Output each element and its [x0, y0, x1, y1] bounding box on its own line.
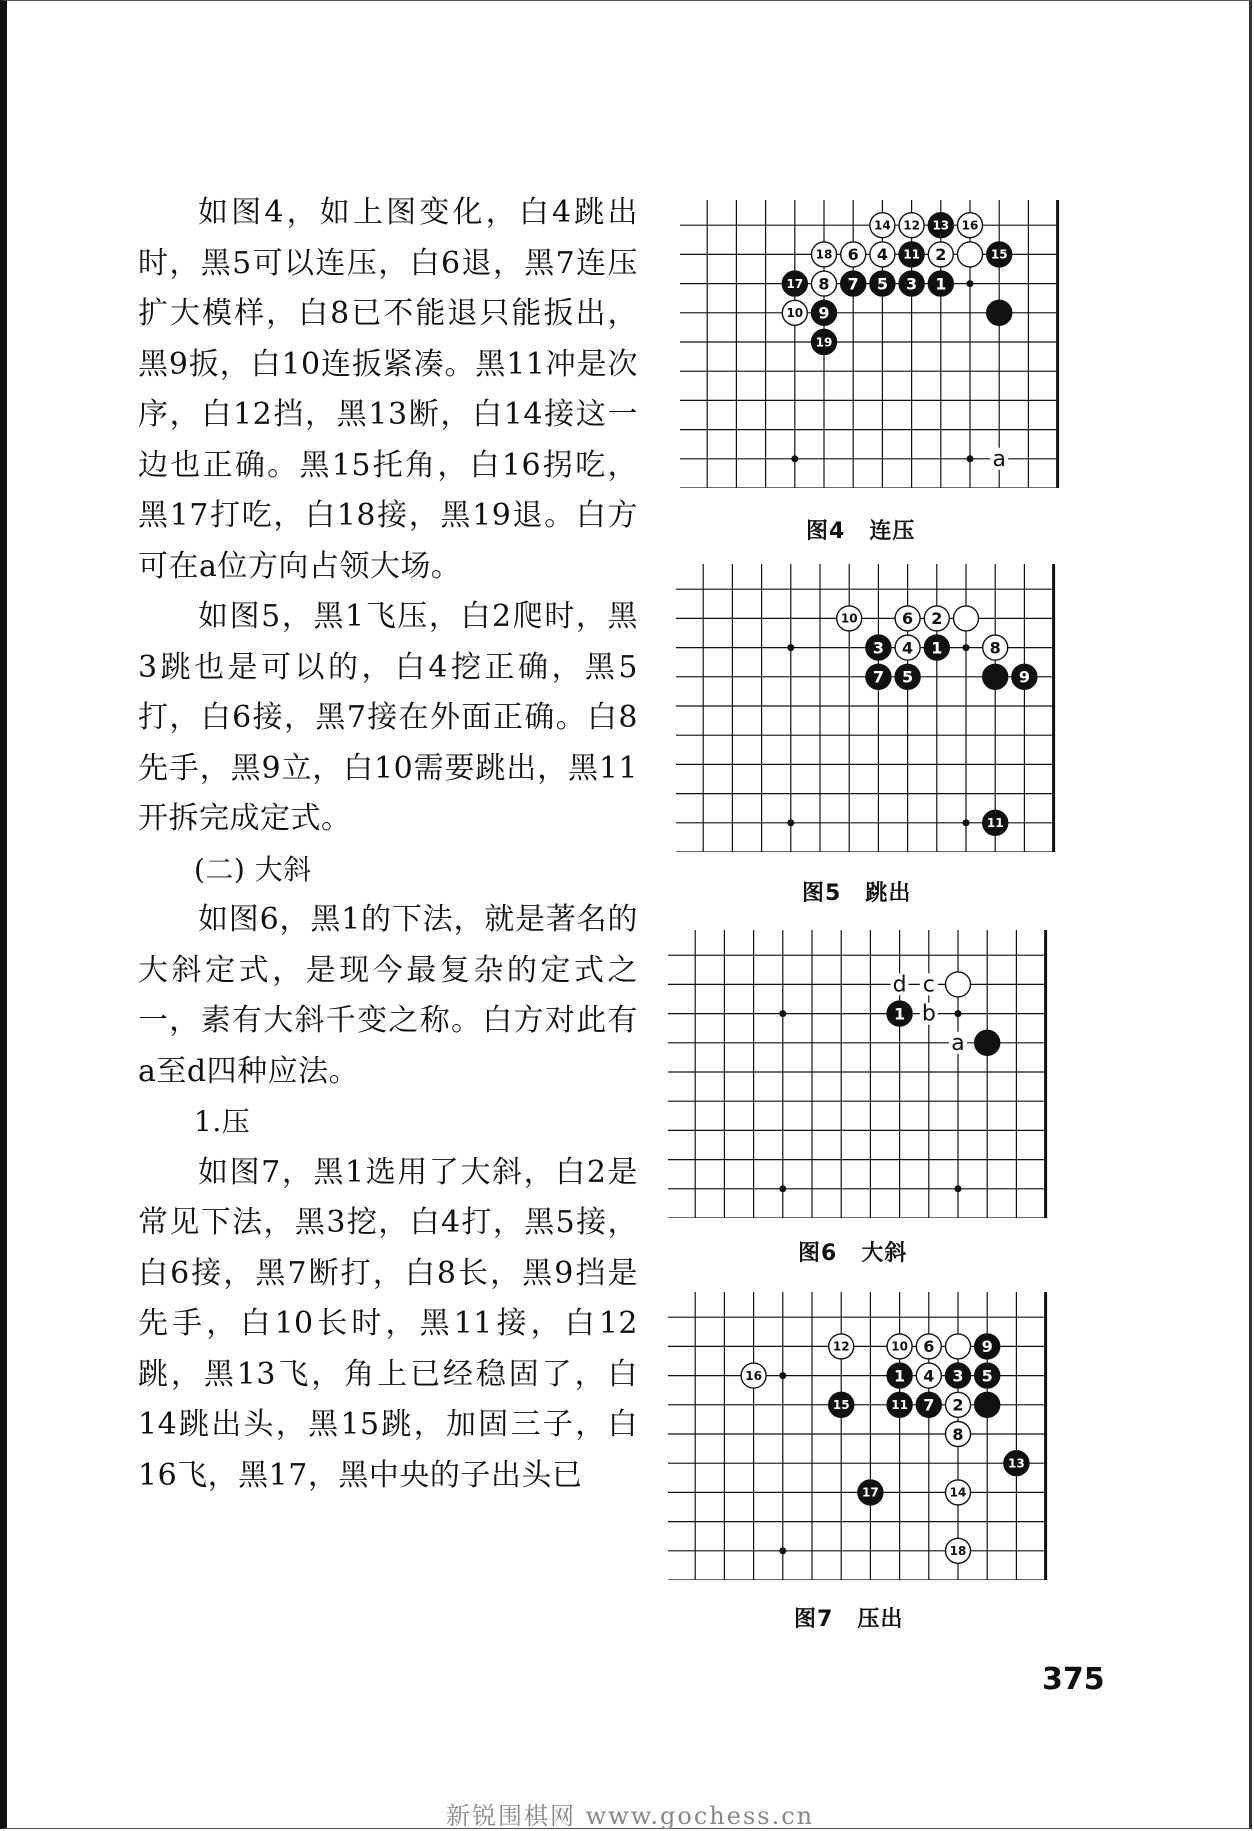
paragraph-diagram-7: 如图7，黑1选用了大斜，白2是常见下法，黑3挖，白4打，黑5接，白6接，黑7断打，白8长，黑9挡是先手，白10长时，黑11接，白12跳，黑13飞，角上已经稳固了，白14跳出头，黑15跳，加固三子，白16飞，黑17，黑中央的子出头已 [138, 1154, 638, 1493]
white-stone [954, 606, 979, 631]
move-number: 11 [891, 1398, 908, 1413]
paragraph-diagram-5: 如图5，黑1飞压，白2爬时，黑3跳也是可以的，白4挖正确，黑5打，白6接，黑7接在外面正确。白8先手，黑9立，白10需要跳出，黑11开拆完成定式。 [138, 599, 638, 836]
caption-title: 大斜 [861, 1241, 908, 1266]
caption-diagram-4 [806, 514, 915, 545]
move-number: 16 [745, 1368, 762, 1383]
board-svg [668, 1290, 1048, 1580]
move-number: 1 [894, 1366, 906, 1386]
white-stone [958, 242, 983, 267]
move-number: 14 [949, 1485, 967, 1500]
move-number: 17 [862, 1485, 879, 1500]
move-number: 3 [906, 274, 918, 294]
star-point [779, 1185, 786, 1192]
move-number: 10 [786, 306, 804, 321]
move-number: 18 [949, 1544, 967, 1559]
position-letter-d: d [892, 972, 907, 998]
caption-title: 连压 [869, 519, 916, 544]
move-number: 10 [840, 611, 858, 626]
move-number: 8 [818, 274, 830, 294]
board-svg [676, 562, 1056, 852]
move-number: 4 [876, 245, 888, 265]
move-number: 1 [894, 1004, 906, 1024]
star-point [955, 1185, 962, 1192]
move-number: 18 [815, 247, 833, 262]
move-number: 6 [923, 1337, 935, 1357]
star-point [779, 1010, 786, 1017]
go-diagram-6 [668, 928, 1048, 1218]
board-svg [668, 928, 1048, 1218]
white-stone [946, 1334, 971, 1359]
star-point [779, 1547, 786, 1554]
star-point [787, 819, 794, 826]
go-diagram-4 [680, 198, 1060, 488]
white-stone [946, 972, 971, 997]
move-number: 6 [902, 609, 914, 629]
move-number: 16 [961, 218, 979, 233]
move-number: 1 [931, 638, 943, 658]
star-point [963, 819, 970, 826]
body-text [138, 188, 638, 1501]
black-stone [987, 300, 1012, 325]
move-number: 5 [902, 667, 914, 687]
board-svg [680, 198, 1060, 488]
caption-title: 跳出 [865, 881, 912, 906]
position-letter-a: a [951, 1030, 965, 1056]
move-number: 1 [935, 274, 947, 294]
move-number: 2 [952, 1395, 964, 1415]
star-point [963, 644, 970, 651]
move-number: 13 [932, 218, 950, 233]
move-number: 9 [981, 1337, 993, 1357]
move-number: 17 [786, 276, 804, 291]
move-number: 14 [874, 218, 891, 233]
position-letter-b: b [921, 1001, 936, 1027]
caption-diagram-5 [802, 876, 911, 907]
position-letter-a: a [992, 446, 1006, 472]
star-point [967, 280, 974, 287]
move-number: 4 [902, 638, 914, 658]
black-stone [975, 1392, 1000, 1417]
move-number: 5 [981, 1366, 993, 1386]
star-point [791, 455, 798, 462]
caption-number: 图6 [798, 1241, 838, 1266]
black-stone [975, 1030, 1000, 1055]
site-watermark: 新锐围棋网 www.gochess.cn [446, 1802, 815, 1830]
move-number: 5 [876, 274, 888, 294]
move-number: 12 [903, 218, 920, 233]
move-number: 11 [986, 816, 1004, 831]
move-number: 12 [832, 1339, 850, 1354]
paragraph-diagram-4: 如图4，如上图变化，白4跳出时，黑5可以连压，白6退，黑7连压扩大模样，白8已不能退只能扳出，黑9扳，白10连扳紧凑。黑11冲是次序，白12挡，黑13断，白14接这一边也正确。黑15托角，白16拐吃，黑17打吃，白18接，黑19退。白方可在a位方向占领大场。 [138, 195, 638, 584]
caption-number: 图4 [806, 519, 846, 544]
star-point [967, 455, 974, 462]
move-number: 11 [903, 247, 920, 262]
go-diagram-5 [676, 562, 1056, 852]
move-number: 15 [990, 247, 1008, 262]
subsection-heading-ya: 1.压 [194, 1105, 251, 1138]
star-point [955, 1010, 962, 1017]
move-number: 9 [1018, 667, 1030, 687]
move-number: 2 [931, 609, 943, 629]
caption-title: 压出 [857, 1607, 904, 1632]
move-number: 2 [935, 245, 947, 265]
star-point [779, 1372, 786, 1379]
caption-number: 图5 [802, 881, 842, 906]
move-number: 3 [872, 638, 884, 658]
caption-diagram-7 [794, 1602, 903, 1633]
move-number: 13 [1008, 1456, 1025, 1471]
star-point [787, 644, 794, 651]
move-number: 6 [847, 245, 859, 265]
move-number: 7 [923, 1395, 935, 1415]
caption-number: 图7 [794, 1607, 834, 1632]
section-heading-dazhe: (二) 大斜 [194, 852, 312, 886]
move-number: 4 [923, 1366, 935, 1386]
move-number: 7 [847, 274, 859, 294]
move-number: 3 [952, 1366, 964, 1386]
move-number: 8 [989, 638, 1001, 658]
caption-diagram-6 [798, 1236, 907, 1267]
move-number: 15 [832, 1398, 850, 1413]
move-number: 9 [818, 303, 830, 323]
paragraph-diagram-6: 如图6，黑1的下法，就是著名的大斜定式，是现今最复杂的定式之一，素有大斜千变之称。白方对此有a至d四种应法。 [138, 902, 638, 1089]
move-number: 8 [952, 1424, 964, 1444]
move-number: 10 [891, 1339, 908, 1354]
move-number: 19 [815, 335, 833, 350]
page-number: 375 [1042, 1662, 1105, 1697]
black-stone [983, 664, 1008, 689]
position-letter-c: c [922, 972, 935, 998]
go-diagram-7 [668, 1290, 1048, 1580]
move-number: 7 [872, 667, 884, 687]
